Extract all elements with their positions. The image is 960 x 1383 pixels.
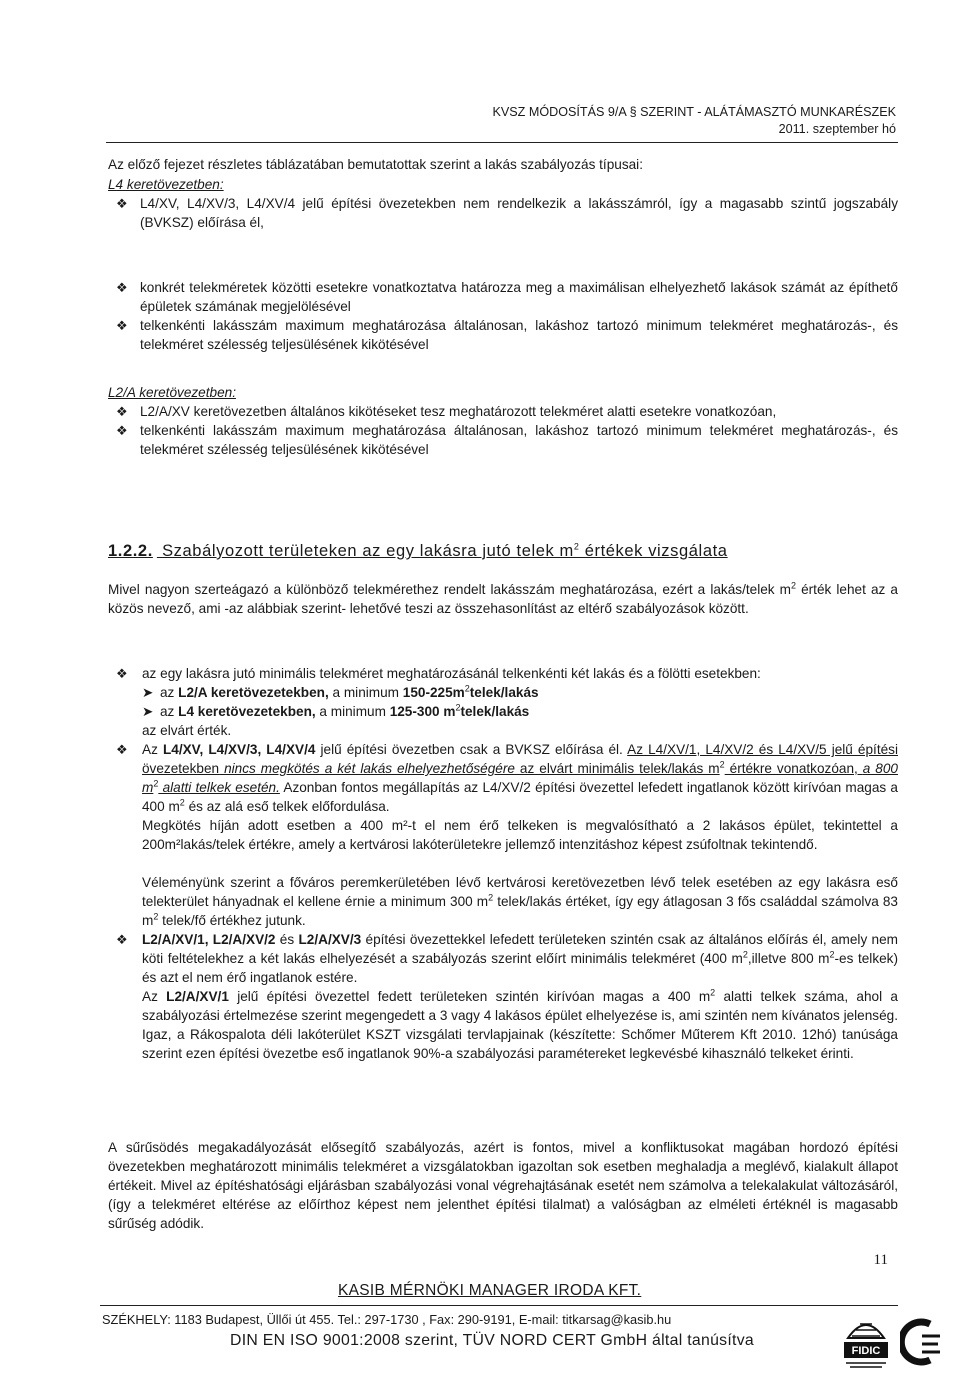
l4-heading: L4 keretövezetben:: [108, 177, 224, 192]
paragraph-1: Mivel nagyon szerteágazó a különböző telekmérethez rendelt lakásszám meghatározása, ezért a lakás/telek $m^2$ érték lehet az a közös nevező, ami -az alábbiak szerint- lehetővé teszi az összehasonlítást az eltérő szabályozások között.: [108, 580, 898, 616]
list-item: [108, 194, 898, 232]
header-rule: [106, 142, 898, 143]
l4-bullet-1: L4/XV, L4/XV/3, L4/XV/4 jelű építési övezetekben nem rendelkezik a lakásszámról, így a magasabb szintű jogszabály (BVKSZ) előírása él,: [140, 196, 898, 230]
l2a-heading: L2/A keretövezetben:: [108, 385, 236, 400]
tuv-logo-icon: [900, 1318, 944, 1366]
list-item: ➤ az L2/A keretövezetekben, a minimum $150-225m^2telek$/lakás: [142, 683, 539, 700]
l4-bullets: [108, 278, 898, 354]
page-header: [492, 104, 896, 138]
list-item: ❖ Az L4/XV, L4/XV/3, L4/XV/4 jelű építési övezetben csak a BVKSZ előírása él. Az L4/XV/1, L4/XV/2 és L4/XV/5 jelű építési övezetekben nincs megkötés a két lakás elhelyezhetőségére az elvárt minimális telek/lakás $m^2$ értékre vonatkozóan, a 800 $m^2$ alatti telkek esetén. Azonban fontos megállapítás az L4/XV/2 építési övezettel lefedett ingatlanok között kirívóan magas a 400 $m^2$ és az alá eső telkek előfordulása.: [116, 742, 898, 814]
b1-end: az elvárt érték.: [142, 723, 232, 738]
footer-certification: DIN EN ISO 9001:2008 szerint, TÜV NORD CERT GmbH által tanúsítva: [230, 1332, 755, 1349]
section-heading: [108, 542, 728, 561]
bullet-diamond-icon: ❖: [116, 423, 128, 438]
b2-paragraph-2: Megkötés híján adott esetben a 400 m²-t el nem érő telkeken is megvalósítható a 2 lakásos épület, tekintettel a 200m²lakás/telek értékre, amely a kertvárosi lakóterületekre jellemző intenzitáshoz képest zsúfoltnak tekintendő.: [142, 818, 898, 852]
arrow-right-icon: ➤: [142, 685, 154, 700]
list-item: [108, 421, 898, 459]
bullet-diamond-icon: ❖: [116, 666, 128, 681]
b1-text: az egy lakásra jutó minimális telekméret meghatározásánál telkenkénti két lakás és a fölötti esetekben:: [142, 666, 761, 681]
b2-paragraph-3: Véleményünk szerint a főváros peremkerületében lévő kertvárosi keretövezetben lévő telek esetében az egy lakásra eső telekterület hányadnak el kellene érnie a minimum 300 $m^2$ telek/lakás értéket, így egy átlagosan 3 fős családdal számolva 83 $m^2$ telek/fő értékhez jutunk.: [142, 875, 898, 928]
page-number: 11: [873, 1252, 888, 1268]
l2a-block: [108, 383, 898, 459]
header-title: KVSZ MÓDOSÍTÁS 9/A § SZERINT - ALÁTÁMASZTÓ MUNKARÉSZEK: [492, 105, 896, 119]
l4-bullet-2: konkrét telekméretek közötti esetekre vonatkoztatva határozza meg a maximálisan elhelyezhető lakások számát az építhető épületek számának megjelölésével: [140, 280, 898, 314]
footer-address: SZÉKHELY: 1183 Budapest, Üllői út 455. Tel.: 297-1730 , Fax: 290-9191, E-mail: titkarsag@kasib.hu: [102, 1312, 672, 1327]
arrow-right-icon: ➤: [142, 704, 154, 719]
fidic-logo-text: FIDIC: [851, 1345, 881, 1357]
bullet-diamond-icon: ❖: [116, 932, 128, 947]
intro-text: Az előző fejezet részletes táblázatában bemutatottak szerint a lakás szabályozás típusai:: [108, 157, 643, 172]
bullet-diamond-icon: ❖: [116, 318, 128, 333]
list-item: ❖ L2/A/XV/1, L2/A/XV/2 és L2/A/XV/3 építési övezettekkel lefedett területeken szintén csak az általános előírás él, amely nem köti feltételekhez a két lakás elhelyezését a szabályozás szerint előírt minimális telekméret (400 $m^2,illetve$ 800 $m^2-es$ telkek) és azt el nem érő ingatlanok estére.: [116, 932, 899, 985]
l4-bullet-3: telkenkénti lakásszám maximum meghatározása általánosan, lakáshoz tartozó minimum telekméret meghatározás-, és telekméret szélesség teljesülésének kikötésével: [140, 318, 898, 352]
header-date: 2011. szeptember hó: [778, 122, 896, 136]
section-number: 1.2.2.: [108, 542, 153, 560]
list-item: ➤ az L4 keretövezetekben, a minimum 125-300 $m^2telek$/lakás: [142, 702, 530, 719]
bullet-diamond-icon: ❖: [116, 742, 128, 757]
bullet-diamond-icon: ❖: [116, 404, 128, 419]
list-item: [108, 316, 898, 354]
b3-paragraph-2: Az L2/A/XV/1 jelű építési övezettel fedett területeken szintén kirívóan magas a 400 $m^2$ alatti telkek száma, ahol a szabályozási értelmezése szerint megengedett a 3 vagy 4 lakásos épület elhelyezése is, ami szintén nem kívánatos jelenség. Igaz, a Rákospalota déli lakóterület KSZT vizsgálati tervlapjainak (készítette: Schőmer Műterem Kft 2010. 12hó) tanúsága szerint ezen építési övezetbe eső ingatlanok 90%-a szabályozási paramétereket legkevésbé kihasználó telkeket érinti.: [142, 987, 898, 1061]
footer-company: KASIB MÉRNÖKI MANAGER IRODA KFT.: [338, 1282, 642, 1299]
fidic-logo-icon: [842, 1308, 890, 1370]
section-title: Szabályozott területeken az egy lakásra jutó telek $m^2$ értékek vizsgálata: [162, 541, 728, 560]
l2a-bullet-2: telkenkénti lakásszám maximum meghatározása általánosan, lakáshoz tartozó minimum telekméret meghatározás-, és telekméret szélesség teljesülésének kikötésével: [140, 423, 898, 457]
list-item: [108, 278, 898, 316]
list-item: [108, 664, 898, 683]
bullet-diamond-icon: ❖: [116, 280, 128, 295]
closing-paragraph: A sűrűsödés megakadályozását elősegítő szabályozás, azért is fontos, mivel a konfliktusokat magában hordozó építési övezetekben meghatározott minimális telekméret a vizsgálatokban igazoltan sok esetben meghaladja a meglévő, kialakult állapot értékeit. Mivel az építéshatósági eljárásban szabályozási vonal végrehajtásának esetét nem számolva a telekalakulat változásáról, (így a telekméret eltérése az előírthoz képest nem jelenthet építési tilalmat) a valóságban az elméleti értéknél is magasabb sűrűség adódik.: [108, 1140, 898, 1231]
l2a-bullet-1: L2/A/XV keretövezetben általános kikötéseket tesz meghatározott telekméret alatti esetekre vonatkozóan,: [140, 404, 777, 419]
footer-rule: [100, 1305, 898, 1306]
criteria-block: [108, 664, 898, 1063]
list-item: [108, 402, 898, 421]
bullet-diamond-icon: ❖: [116, 196, 128, 211]
intro-paragraph: [108, 155, 898, 232]
